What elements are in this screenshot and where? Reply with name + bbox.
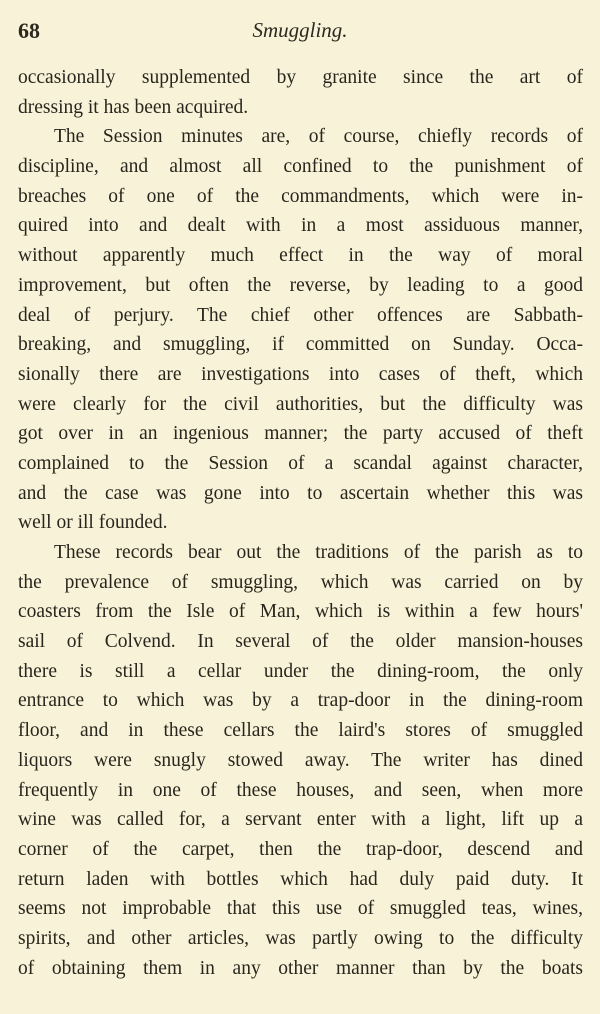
page-header bbox=[18, 18, 582, 52]
text-line: without apparently much effect in the way of moral bbox=[18, 245, 583, 267]
text-line: sionally there are investigations into cases of theft, which bbox=[18, 363, 583, 385]
text-line: discipline, and almost all confined to the punishment of bbox=[18, 156, 583, 178]
text-line: entrance to which was by a trap-door in the dining-room bbox=[18, 690, 583, 712]
text-line: of obtaining them in any other manner than by the boats bbox=[18, 957, 583, 979]
text-line: complained to the Session of a scandal against character, bbox=[18, 452, 583, 474]
text-line: and the case was gone into to ascertain whether this was bbox=[18, 482, 583, 504]
page-number: 68 bbox=[18, 18, 40, 43]
text-line: dressing it has been acquired. bbox=[18, 96, 249, 118]
text-line: return laden with bottles which had duly paid duty. It bbox=[18, 868, 583, 890]
text-line: These records bear out the traditions of the parish as to bbox=[54, 542, 583, 563]
text-line: were clearly for the civil authorities, but the difficulty was bbox=[18, 393, 583, 415]
text-line: liquors were snugly stowed away. The writer has dined bbox=[18, 749, 583, 771]
text-line: well or ill founded. bbox=[18, 512, 168, 534]
text-line: occasionally supplemented by granite since the art of bbox=[18, 67, 583, 88]
text-line: deal of perjury. The chief other offences are Sabbath- bbox=[18, 304, 583, 326]
text-line: got over in an ingenious manner; the party accused of theft bbox=[18, 423, 583, 445]
text-line: The Session minutes are, of course, chiefly records of bbox=[54, 126, 583, 148]
text-line: improvement, but often the reverse, by leading to a good bbox=[18, 274, 583, 296]
text-line: breaches of one of the commandments, which were in- bbox=[18, 185, 583, 207]
text-line: spirits, and other articles, was partly owing to the difficulty bbox=[18, 927, 583, 949]
text-line: seems not improbable that this use of smuggled teas, wines, bbox=[18, 898, 583, 920]
text-line: corner of the carpet, then the trap-door, descend and bbox=[18, 838, 583, 860]
text-line: wine was called for, a servant enter with a light, lift up a bbox=[18, 809, 583, 831]
running-title: Smuggling. bbox=[252, 18, 348, 42]
text-line: there is still a cellar under the dining-room, the only bbox=[18, 660, 583, 682]
text-line: coasters from the Isle of Man, which is within a few hours' bbox=[18, 601, 583, 623]
text-line: breaking, and smuggling, if committed on Sunday. Occa- bbox=[18, 334, 583, 356]
text-line: sail of Colvend. In several of the older mansion-houses bbox=[18, 631, 583, 653]
text-line: floor, and in these cellars the laird's stores of smuggled bbox=[18, 720, 583, 742]
text-line: quired into and dealt with in a most assiduous manner, bbox=[18, 215, 583, 237]
body-text bbox=[18, 63, 583, 983]
text-line: frequently in one of these houses, and seen, when more bbox=[18, 779, 583, 801]
text-line: the prevalence of smuggling, which was carried on by bbox=[18, 571, 583, 593]
